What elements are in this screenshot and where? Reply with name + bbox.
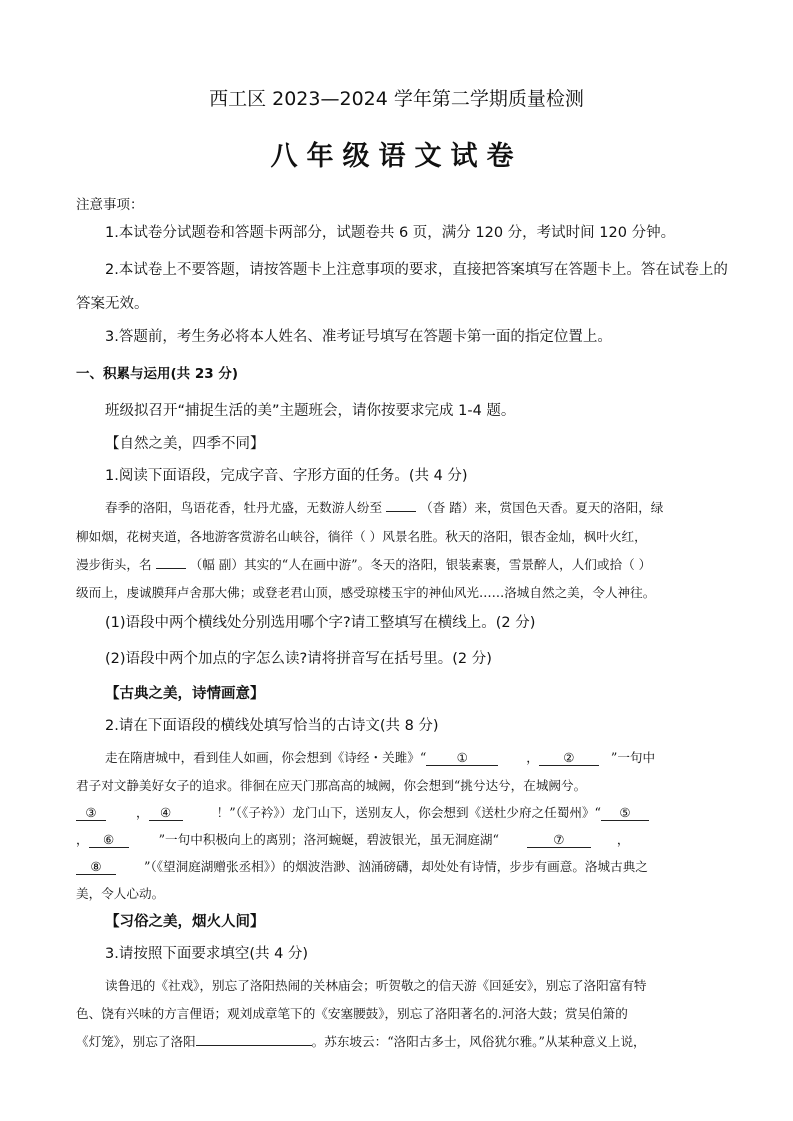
passage-2-line-6: 美，令人心动。	[76, 886, 165, 901]
passage-2-line-5: ⑧ ”（《望洞庭湖赠张丞相》）的烟波浩渺、汹涌磅礴，却处处有诗情，步步有画意。洛城古典之	[76, 856, 648, 875]
answer-blank-3[interactable]	[196, 1045, 312, 1046]
passage-2-line-1: 走在隋唐城中，看到佳人如画，你会想到《诗经・关雎》“ ① ， ② ”一句中	[105, 750, 656, 765]
notice-item-2-cont: 答案无效。	[76, 296, 149, 312]
passage-2-line-4: ， ⑥ ”一句中积极向上的离别；洛河蜿蜒，碧波银光，虽无洞庭湖“ ⑦ ，	[76, 832, 630, 847]
question-1-1: (1)语段中两个横线处分别选用哪个字?请工整填写在横线上。(2 分)	[105, 615, 536, 631]
poem-blank-6[interactable]: ⑥	[89, 832, 129, 848]
passage-1-line-1: 春季的洛阳，鸟语花香，牡丹尤盛，无数游人纷至 （沓 踏）来，赏国色天香。夏天的洛阳，绿	[105, 500, 664, 515]
question-1: 1.阅读下面语段，完成字音、字形方面的任务。(共 4 分)	[105, 468, 468, 484]
poem-blank-8[interactable]: ⑧	[76, 859, 116, 875]
poem-blank-4[interactable]: ④	[149, 805, 183, 821]
poem-blank-2[interactable]: ②	[539, 750, 599, 766]
exam-paper-title: 八年级语文试卷	[270, 141, 523, 172]
notice-label: 注意事项：	[76, 197, 144, 213]
passage-3-line-3: 《灯笼》，别忘了洛阳 。苏东坡云：“洛阳古多士，风俗犹尔雅。”从某种意义上说，	[76, 1034, 646, 1049]
exam-header-title: 西工区 2023—2024 学年第二学期质量检测	[209, 88, 584, 110]
passage-1-line-2: 柳如烟，花树夹道，各地游客赏游名山峡谷，徜徉（ ）风景名胜。秋天的洛阳，银杏金灿，枫叶火红，	[76, 529, 647, 544]
section-heading: 一、积累与运用(共 23 分)	[76, 366, 239, 382]
passage-3-line-2: 色、饶有兴味的方言俚语；观刘成章笔下的《安塞腰鼓》，别忘了洛阳著名的.河洛大鼓；赏吴伯箫的	[76, 1006, 628, 1021]
poem-blank-1[interactable]: ①	[426, 750, 498, 766]
passage-1-line-3: 漫步街头，名 （幅 副）其实的“人在画中游”。冬天的洛阳，银装素裹，雪景醉人，人们或拾（ ）	[76, 557, 652, 572]
passage-2-line-3: ③ ， ④ ！”（《子衿》）龙门山下，送别友人，你会想到《送杜少府之任蜀州》“ ⑤	[76, 802, 649, 821]
answer-blank-2[interactable]	[156, 568, 186, 569]
passage-2-line-2: 君子对文静美好女子的追求。徘徊在应天门那高高的城阙，你会想到“挑兮达兮，在城阙兮。	[76, 778, 587, 793]
subsection-nature: 【自然之美，四季不同】	[105, 436, 265, 452]
notice-item-1: 1.本试卷分试题卷和答题卡两部分，试题卷共 6 页，满分 120 分，考试时间 120 分钟。	[105, 225, 676, 241]
section-intro: 班级拟召开“捕捉生活的美”主题班会，请你按要求完成 1-4 题。	[105, 403, 516, 419]
notice-item-3: 3.答题前，考生务必将本人姓名、准考证号填写在答题卡第一面的指定位置上。	[105, 329, 612, 345]
question-2: 2.请在下面语段的横线处填写恰当的古诗文(共 8 分)	[105, 718, 439, 734]
notice-item-2: 2.本试卷上不要答题，请按答题卡上注意事项的要求，直接把答案填写在答题卡上。答在试卷上的	[105, 262, 728, 278]
question-1-2: (2)语段中两个加点的字怎么读?请将拼音写在括号里。(2 分)	[105, 651, 492, 667]
passage-3-line-1: 读鲁迅的《社戏》，别忘了洛阳热闹的关林庙会；听贺敬之的信天游《回延安》，别忘了洛阳富有特	[105, 978, 647, 993]
poem-blank-3[interactable]: ③	[76, 805, 106, 821]
question-3: 3.请按照下面要求填空(共 4 分)	[105, 946, 309, 962]
passage-1-line-4: 级而上，虔诚膜拜卢舍那大佛；或登老君山顶，感受琼楼玉宇的神仙风光……洛城自然之美，令人神往。	[76, 585, 656, 600]
answer-blank-1[interactable]	[386, 511, 416, 512]
poem-blank-5[interactable]: ⑤	[601, 805, 649, 821]
subsection-custom: 【习俗之美，烟火人间】	[105, 914, 265, 930]
poem-blank-7[interactable]: ⑦	[527, 832, 591, 848]
subsection-classic: 【古典之美，诗情画意】	[105, 686, 265, 702]
